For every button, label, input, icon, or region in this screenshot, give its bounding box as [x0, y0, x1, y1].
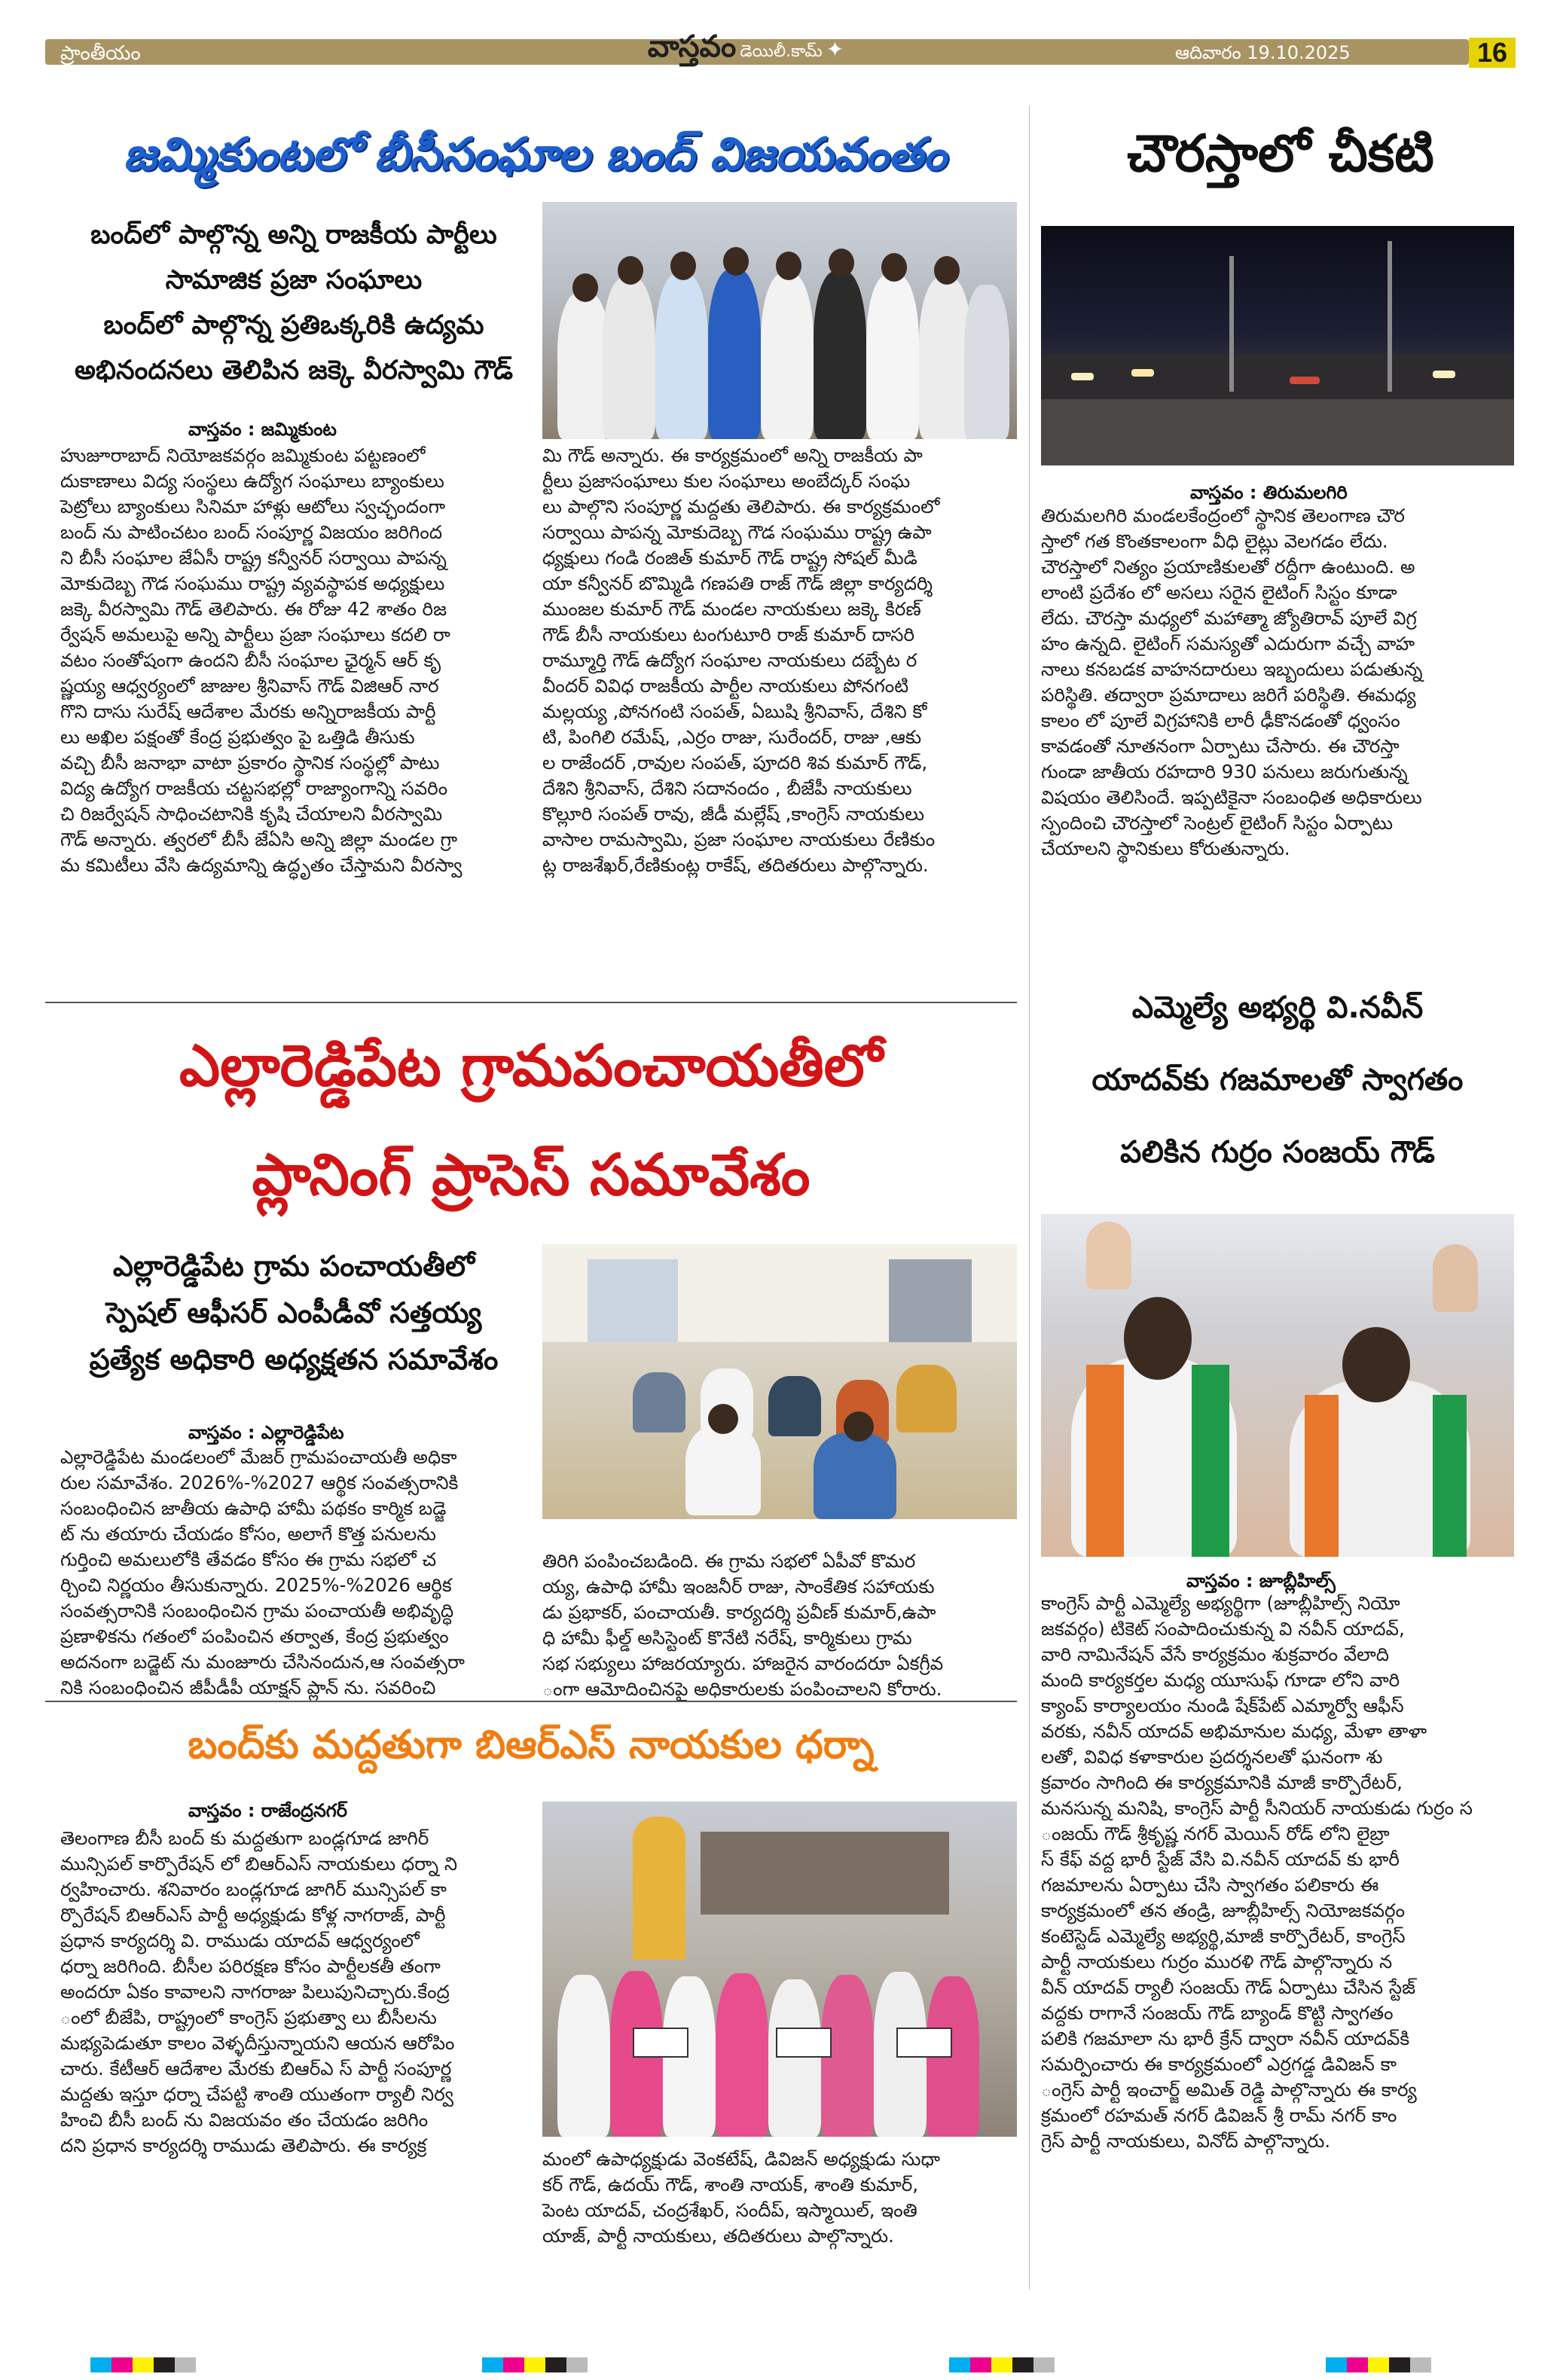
text-line: ధ్యక్షులు గండి రంజిత్ కుమార్ గౌడ్ రాష్ట్ర సోషల్ మీడి — [542, 547, 917, 569]
text-line: లతో, వివిధ కళాకారుల ప్రదర్శనలతో ఘనంగా శు — [1041, 1746, 1383, 1768]
article3-col1 — [60, 1826, 527, 2159]
text-line: హించి బీసీ బంద్ ను విజయవం తం చేయడం జరిగిం — [60, 2109, 429, 2131]
text-line: వారి నామినేషన్ వేసే కార్యక్రమం శుక్రవారం వేలాది — [1041, 1643, 1390, 1665]
text-line: దుకాణాలు విద్య సంస్థలు ఉద్యోగ సంఘాలు బ్యాంకులు — [60, 470, 444, 492]
deck-line: అభినందనలు తెలిపిన జక్కె వీరస్వామి గౌడ్ — [75, 355, 513, 386]
text-line: నాలు కనబడక వాహనదారులు ఇబ్బందులు పడుతున్న — [1041, 658, 1423, 680]
text-line: స్తాలో గత కొంతకాలంగా వీధి లైట్లు వెలగడం లేదు. — [1041, 530, 1388, 552]
dharna-photo — [542, 1802, 1017, 2137]
group-protest-photo — [542, 202, 1017, 439]
text-line: లాంటి ప్రదేశం లో అసలు సరైన లైటింగ్ సిస్టం కూడా — [1041, 581, 1397, 603]
text-line: ర్వహించారు. శనివారం బండ్లగూడ జాగిర్ మున్సిపల్ కా — [60, 1878, 447, 1900]
text-line: వీన్ యాదవ్ ర్యాలీ సంజయ్ గౌడ్ ఏర్పాటు చేసిన స్టేజ్ — [1041, 1976, 1416, 1998]
text-line: సభ సభ్యులు హాజరయ్యారు. హాజరైన వారందరూ ఏకగ్రీవ — [542, 1652, 944, 1674]
deck-line: బంద్‌లో పాల్గొన్న అన్ని రాజకీయ పార్టీలు — [90, 220, 497, 250]
text-line: కాలం లో పూలే విగ్రహానికి లారీ ఢీకొనడంతో ధ్వంసం — [1041, 709, 1400, 731]
text-line: వచ్చి బీసీ జనాభా వాటా ప్రకారం స్థానిక సంస్థల్లో పాటు — [60, 752, 440, 774]
text-line: ట్ ను తయారు చేయడం కోసం, అలాగే కొత్త పనులను — [60, 1523, 436, 1545]
text-line: డు ప్రభాకర్, పంచాయతీ. కార్యదర్శి ప్రవీణ్ కుమార్,ఉపా — [542, 1601, 936, 1623]
article2-headline-line1: ఎల్లారెడ్డిపేట గ్రామపంచాయతీలో — [179, 1032, 883, 1099]
text-line: మనసున్న మనిషి, కాంగ్రెస్ పార్టీ సీనియర్ నాయకుడు గుర్రం స — [1041, 1797, 1473, 1819]
text-line: ంలో బీజేపి, రాష్ట్రంలో కాంగ్రెస్ ప్రభుత్వా లు బీసీలను — [60, 2006, 437, 2028]
text-line: గౌడ్ బీసీ నాయకులు టంగుటూరి రాజ్ కుమార్ దాసరి — [542, 624, 914, 645]
text-line: గౌడ్ అన్నారు. త్వరలో బీసీ జేఏసి అన్ని జిల్లా మండల గ్రా — [60, 828, 458, 850]
text-line: మోకుదెబ్బ గౌడ సంఘము రాష్ట్ర వ్యవస్థాపక అధ్యక్షులు — [60, 572, 445, 594]
issue-date: ఆదివారం 19.10.2025 — [1175, 42, 1351, 63]
text-line: ధి హామీ ఫీల్డ్ అసిస్టెంట్ కొనేటి నరేష్, కార్మికులు గ్రామ — [542, 1627, 912, 1649]
text-line: చి రిజర్వేషన్ సాధించటానికి కృషి చేయాలని వీరస్వామి — [60, 803, 443, 825]
text-line: గుర్తించి అమలులోకి తేవడం కోసం ఈ గ్రామ సభలో చ — [60, 1549, 437, 1570]
column-rule — [1029, 105, 1030, 2290]
text-line: పెంట యాదవ్, చంద్రశేఖర్, సందీప్, ఇస్మాయిల్, ఇంతి — [542, 2199, 917, 2221]
text-line: చేయాలని స్థానికులు కోరుతున్నారు. — [1041, 838, 1290, 859]
text-line: గ్రెస్ పార్టీ నాయకులు, వినోద్ పాల్గొన్నారు. — [1041, 2130, 1331, 2152]
article1-headline: జమ్మికుంటలో బీసీసంఘాల బంద్ విజయవంతం — [123, 128, 947, 181]
text-line: ంజయ్ గౌడ్ శ్రీకృష్ణ నగర్ మెయిన్ రోడ్ లోని లైబ్రా — [1041, 1823, 1390, 1844]
text-line: క్యాంప్ కార్యాలయం నుండి షేక్‌పేట్ ఎమ్మార్వో ఆఫీస్ — [1041, 1695, 1404, 1716]
text-line: య్య, ఉపాధి హామీ ఇంజనీర్ రాజు, సాంకేతిక సహాయకు — [542, 1576, 935, 1597]
text-line: సంవత్సరానికి సంబంధించిన గ్రామ పంచాయతీ అభివృద్ధి — [60, 1600, 454, 1622]
article3-col2 — [542, 2147, 1017, 2249]
text-line: ప్రణాళికను గతంలో పంపించిన తర్వాత, కేంద్ర ప్రభుత్వం — [60, 1625, 449, 1647]
article1-col2 — [542, 443, 1017, 878]
article4-body — [1041, 503, 1514, 862]
text-line: కొల్లూరి సంపత్ రావు, జీడీ మల్లేష్ ,కాంగ్రెస్ నాయకులు — [542, 803, 925, 825]
deck-line: సామాజిక ప్రజా సంఘాలు — [165, 265, 423, 295]
article1-deck — [60, 212, 527, 393]
text-line: ల రాజేందర్ ,రావుల సంపత్, పూదరి శివ కుమార్ గౌడ్, — [542, 752, 928, 774]
article3-dateline: వాస్తవం : రాజేంద్రనగర్ — [188, 1800, 348, 1821]
text-line: రామ్మూర్తి గౌడ్ ఉద్యోగ సంఘాల నాయకులు దబ్బేట ర — [542, 649, 917, 671]
text-line: ఎల్లారెడ్డిపేట మండలంలో మేజర్ గ్రామపంచాయతీ అధికా — [60, 1446, 457, 1468]
article5-body — [1041, 1591, 1514, 2154]
text-line: స్ కేఫ్ వద్ద భారీ స్టేజ్ వేసి వి.నవీన్ యాదవ్ కు భారీ — [1041, 1848, 1400, 1870]
text-line: లు అఖిల పక్షంతో కేంద్ర ప్రభుత్వం పై ఒత్తిడి తీసుకు — [60, 726, 415, 748]
headline-line: ఎమ్మెల్యే అభ్యర్థి వి.నవీన్ — [1131, 990, 1424, 1025]
text-line: కాంగ్రెస్ పార్టీ ఎమ్మెల్యే అభ్యర్థిగా (జూబ్లీహిల్స్ నియో — [1041, 1592, 1400, 1614]
text-line: ర్వేషన్ అమలుపై అన్ని పార్టీలు ప్రజా సంఘాలు కదలి రా — [60, 624, 450, 645]
text-line: కార్యక్రమంలో తన తండ్రి, జూబ్లీహిల్స్ నియోజకవర్గం — [1041, 1899, 1405, 1921]
article1-col1 — [60, 443, 527, 878]
article2-col1 — [60, 1445, 527, 1701]
text-line: మున్సిపల్ కార్పొరేషన్ లో బిఆర్ఎస్ నాయకులు ధర్నా ని — [60, 1853, 458, 1875]
text-line: దని ప్రధాన కార్యదర్శి రాముడు తెలిపారు. ఈ కార్యక్ర — [60, 2134, 427, 2156]
text-line: వటం సంతోషంగా ఉందని బీసీ సంఘాల ఛైర్మన్ ఆర్ కృ — [60, 649, 441, 671]
text-line: తెలంగాణ బీసీ బంద్ కు మద్దతుగా బండ్లగూడ జాగిర్ — [60, 1827, 429, 1849]
text-line: సంబంధించిన జాతీయ ఉపాధి హామీ పథకం కార్మిక బడ్జె — [60, 1497, 447, 1519]
text-line: వీందర్ వివిధ రాజకీయ పార్టీల నాయకులు పోనగంటి — [542, 675, 909, 697]
text-line: గొని దాసు సురేష్ ఆదేశాల మేరకు అన్నిరాజకీయ పార్టీ — [60, 700, 436, 722]
text-line: మల్లయ్య ,పోనగంటి సంపత్, ఏబుషి శ్రీనివాస్, దేశిని కో — [542, 700, 927, 722]
brand-name: వాస్తవం — [647, 29, 737, 64]
text-line: ర్పొరేషన్ బిఆర్ఎస్ పార్టీ అధ్యక్షుడు కోళ్ల నాగరాజ్, పార్టీ — [60, 1904, 446, 1926]
text-line: పార్టీ నాయకులు గుర్రం మురళి గౌడ్ పాల్గొన్నారు న — [1041, 1951, 1393, 1973]
text-line: తిరుమలగిరి మండలకేంద్రంలో స్థానిక తెలంగాణ చౌర — [1041, 505, 1405, 526]
text-line: ష్ణయ్య ఆధ్వర్యంలో జాజుల శ్రీనివాస్ గౌడ్ విజిఆర్ నార — [60, 675, 439, 697]
text-line: వాసాల రామస్వామి, ప్రజా సంఘాల నాయకులు రేణికుం — [542, 828, 936, 850]
night-junction-photo — [1041, 226, 1514, 465]
text-line: జకవర్గం) టికెట్ సంపాదించుకున్న వి నవీన్ యాదవ్, — [1041, 1618, 1405, 1640]
article4-headline: చౌరస్తాలో చీకటి — [1127, 124, 1434, 184]
text-line: మభ్యపెడుతూ కాలం వెళ్ళదీస్తున్నాయని ఆయన ఆరోపిం — [60, 2032, 455, 2054]
text-line: ప్రధాన కార్యదర్శి వి. రాముడు యాదవ్ ఆధ్వర్యంలో — [60, 1930, 420, 1951]
garland-welcome-photo — [1041, 1214, 1514, 1557]
text-line: మంది కార్యకర్తల మధ్య యూసుఫ్ గూడా లోని వారి — [1041, 1669, 1400, 1691]
text-line: హం ఉన్నది. లైటింగ్ సమస్యతో ఎదురుగా వచ్చే వాహ — [1041, 633, 1415, 654]
divider — [45, 1701, 1017, 1702]
text-line: ంగా ఆమోదించినపై అధికారులకు పంపించాలని కోరారు. — [542, 1678, 942, 1700]
text-line: యాజ్, పార్టీ నాయకులు, తదితరులు పాల్గొన్నారు. — [542, 2225, 894, 2247]
masthead — [0, 0, 1557, 68]
text-line: క్రవారం సాగింది ఈ కార్యక్రమానికి మాజీ కార్పొరేటర్, — [1041, 1771, 1403, 1793]
text-line: అదనంగా బడ్జెట్ ను మంజూరు చేసినందున,ఆ సంవత్సరా — [60, 1651, 465, 1673]
text-line: ముంజల కుమార్ గౌడ్ మండల నాయకులు జక్కె కిరణ్ — [542, 598, 921, 620]
text-line: యా కన్వీనర్ బొమ్మిడి గణపతి రాజ్ గౌడ్ జిల్లా కార్యదర్శి — [542, 572, 933, 594]
headline-line: పలికిన గుర్రం సంజయ్ గౌడ్ — [1120, 1135, 1435, 1170]
article2-deck — [60, 1243, 527, 1383]
text-line: మ కమిటీలు వేసి ఉద్యమాన్ని ఉద్ధృతం చేస్తామని వీరస్వా — [60, 854, 463, 876]
text-line: జక్కె వీరస్వామి గౌడ్ తెలిపారు. ఈ రోజు 42 శాతం రిజ — [60, 598, 447, 620]
text-line: లు పాల్గొని సంపూర్ణ మద్దతు తెలిపారు. ఈ కార్యక్రమంలో — [542, 496, 940, 517]
text-line: కర్ గౌడ్, ఉదయ్ గౌడ్, శాంతి నాయక్, శాంతి కుమార్, — [542, 2174, 919, 2195]
page-number: 16 — [1469, 38, 1516, 68]
text-line: అందరూ ఏకం కావాలని నాగరాజు పిలుపునిచ్చారు.కేంద్ర — [60, 1981, 450, 2003]
text-line: నికి సంబంధించిన జీపీడీపీ యాక్షన్ ప్లాన్ ను. సవరించి — [60, 1677, 436, 1698]
text-line: ర్చించి నిర్ణయం తీసుకున్నారు. 2025%-%2026 ఆర్థిక — [60, 1574, 452, 1596]
text-line: విషయం తెలిసిందే. ఇప్పటికైనా సంబంధిత అధికారులు — [1041, 786, 1422, 808]
deck-line: ఎల్లారెడ్డిపేట గ్రామ పంచాయతీలో — [112, 1250, 475, 1283]
article5-dateline: వాస్తవం : జూబ్లీహిల్స్ — [1186, 1570, 1336, 1591]
article2-col2 — [542, 1549, 1017, 1702]
headline-line: యాదవ్‌కు గజమాలతో స్వాగతం — [1091, 1063, 1464, 1097]
text-line: రుల సమావేశం. 2026%-%2027 ఆర్థిక సంవత్సరానికి — [60, 1472, 459, 1494]
text-line: ని బీసీ సంఘాల జేఏసీ రాష్ట్ర కన్వీనర్ సర్వాయి పాపన్న — [60, 547, 447, 569]
text-line: పెట్రోలు బ్యాంకులు సినిమా హాళ్లు ఆటోలు స్వచ్ఛందంగా — [60, 496, 446, 517]
article4-dateline: వాస్తవం : తిరుమలగిరి — [1190, 482, 1348, 503]
text-line: సమర్పించారు ఈ కార్యక్రమంలో ఎర్రగడ్డ డివిజన్ కా — [1041, 2053, 1397, 2075]
text-line: గుండా జాతీయ రహదారి 930 పనులు జరుగుతున్న — [1041, 761, 1408, 783]
text-line: మి గౌడ్ అన్నారు. ఈ కార్యక్రమంలో అన్ని రాజకీయ పా — [542, 444, 923, 466]
divider — [45, 1002, 1017, 1003]
registration-marks — [0, 2347, 1557, 2380]
text-line: ంగ్రెస్ పార్టీ ఇంచార్జ్ అమిత్ రెడ్డి పాల్గొన్నారు ఈ కార్య — [1041, 2079, 1417, 2101]
text-line: గజమాలను ఏర్పాటు చేసి స్వాగతం పలికారు ఈ — [1041, 1874, 1379, 1896]
text-line: కంటెస్టెడ్ ఎమ్మెల్యే అభ్యర్థి,మాజీ కార్పొరేటర్, కాంగ్రెస్ — [1041, 1925, 1406, 1947]
article1-dateline: వాస్తవం : జమ్మికుంట — [188, 419, 337, 440]
text-line: లేదు. చౌరస్తా మధ్యలో మహాత్మా జ్యోతిరావ్ పూలే విగ్ర — [1041, 607, 1417, 629]
text-line: కావడంతో నూతనంగా ఏర్పాటు చేసారు. ఈ చౌరస్తా — [1041, 735, 1400, 757]
bird-icon: ✦ — [826, 37, 844, 62]
text-line: చారు. కేటీఆర్ ఆదేశాల మేరకు బిఆర్ఎ స్ పార్టీ సంపూర్ణ — [60, 2058, 452, 2079]
brand-logo — [595, 29, 896, 72]
text-line: సర్వాయి పాపన్న మోకుదెబ్బ గౌడ సంఘము రాష్ట్ర ఉపా — [542, 521, 932, 543]
text-line: విద్య ఉద్యోగ రాజకీయ చట్టసభల్లో రాజ్యాంగాన్ని సవరిం — [60, 777, 448, 799]
text-line: వరకు, నవీన్ యాదవ్ అభిమానుల మధ్య, మేళా తాళా — [1041, 1720, 1427, 1742]
text-line: హుజూరాబాద్ నియోజకవర్గం జమ్మికుంట పట్టణంలో — [60, 444, 426, 466]
text-line: బంద్ ను పాటించటం బంద్ సంపూర్ణ విజయం జరిగింద — [60, 521, 443, 543]
text-line: టి, పింగిలి రమేష్, ,ఎర్రం రాజు, సురేందర్, రాజు ,ఆకు — [542, 726, 922, 748]
text-line: ట్ల రాజశేఖర్,రేణికుంట్ల రాకేష్, తదితరులు పాల్గొన్నారు. — [542, 854, 929, 876]
article3-headline: బంద్‌కు మద్దతుగా బిఆర్ఎస్ నాయకుల ధర్నా — [188, 1722, 875, 1768]
text-line: క్రమంలో రహమత్ నగర్ డివిజన్ శ్రీ రామ్ నగర్ కాం — [1041, 2104, 1397, 2126]
text-line: తిరిగి పంపించబడింది. ఈ గ్రామ సభలో ఏపీవో కొమర — [542, 1550, 916, 1572]
brand-sub: డెయిలీ.కామ్ — [740, 42, 823, 61]
text-line: వద్దకు రాగానే సంజయ్ గౌడ్ బ్యాండ్ కొట్టి స్వాగతం — [1041, 2002, 1394, 2024]
text-line: చౌరస్తాలో నిత్యం ప్రయాణికులతో రద్దీగా ఉంటుంది. అ — [1041, 556, 1415, 578]
meeting-photo — [542, 1244, 1017, 1519]
article2-headline-line2: ప్లానింగ్ ప్రాసెస్ సమావేశం — [252, 1141, 811, 1208]
text-line: ధర్నా జరిగింది. బీసీల పరిరక్షణ కోసం పార్టీలకతీ తంగా — [60, 1955, 441, 1977]
deck-line: బంద్‌లో పాల్గొన్న ప్రతిఒక్కరికి ఉద్యమ — [103, 310, 484, 340]
deck-line: స్పెషల్ ఆఫీసర్ ఎంపీడీవో సత్తయ్య — [105, 1296, 482, 1329]
section-label: ప్రాంతీయం — [60, 42, 141, 65]
text-line: పరిస్థితి. తద్వారా ప్రమాదాలు జరిగే పరిస్థితి. ఈమధ్య — [1041, 684, 1416, 706]
text-line: పలికి గజమాలా ను భారీ క్రేన్ ద్వారా నవీన్ యాదవ్‌కి — [1041, 2028, 1410, 2049]
article5-headline — [1041, 972, 1514, 1188]
text-line: స్పందించి చౌరస్తాలో సెంట్రల్ లైటింగ్ సిస్టం ఏర్పాటు — [1041, 812, 1394, 834]
text-line: ర్టీలు ప్రజాసంఘాలు కుల సంఘాలు అంబేద్కర్ సంఘ — [542, 470, 911, 492]
article2-dateline: వాస్తవం : ఎల్లారెడ్డిపేట — [188, 1422, 344, 1443]
deck-line: ప్రత్యేక అధికారి అధ్యక్షతన సమావేశం — [89, 1343, 499, 1376]
text-line: మంలో ఉపాధ్యక్షుడు వెంకటేష్, డివిజన్ అధ్యక్షుడు సుధా — [542, 2148, 940, 2170]
text-line: మద్దతు ఇస్తూ ధర్నా చేపట్టి శాంతి యుతంగా ర్యాలీ నిర్వ — [60, 2083, 453, 2105]
text-line: దేశిని శ్రీనివాస్, దేశిని సదానందం , బీజేపీ నాయకులు — [542, 777, 912, 799]
